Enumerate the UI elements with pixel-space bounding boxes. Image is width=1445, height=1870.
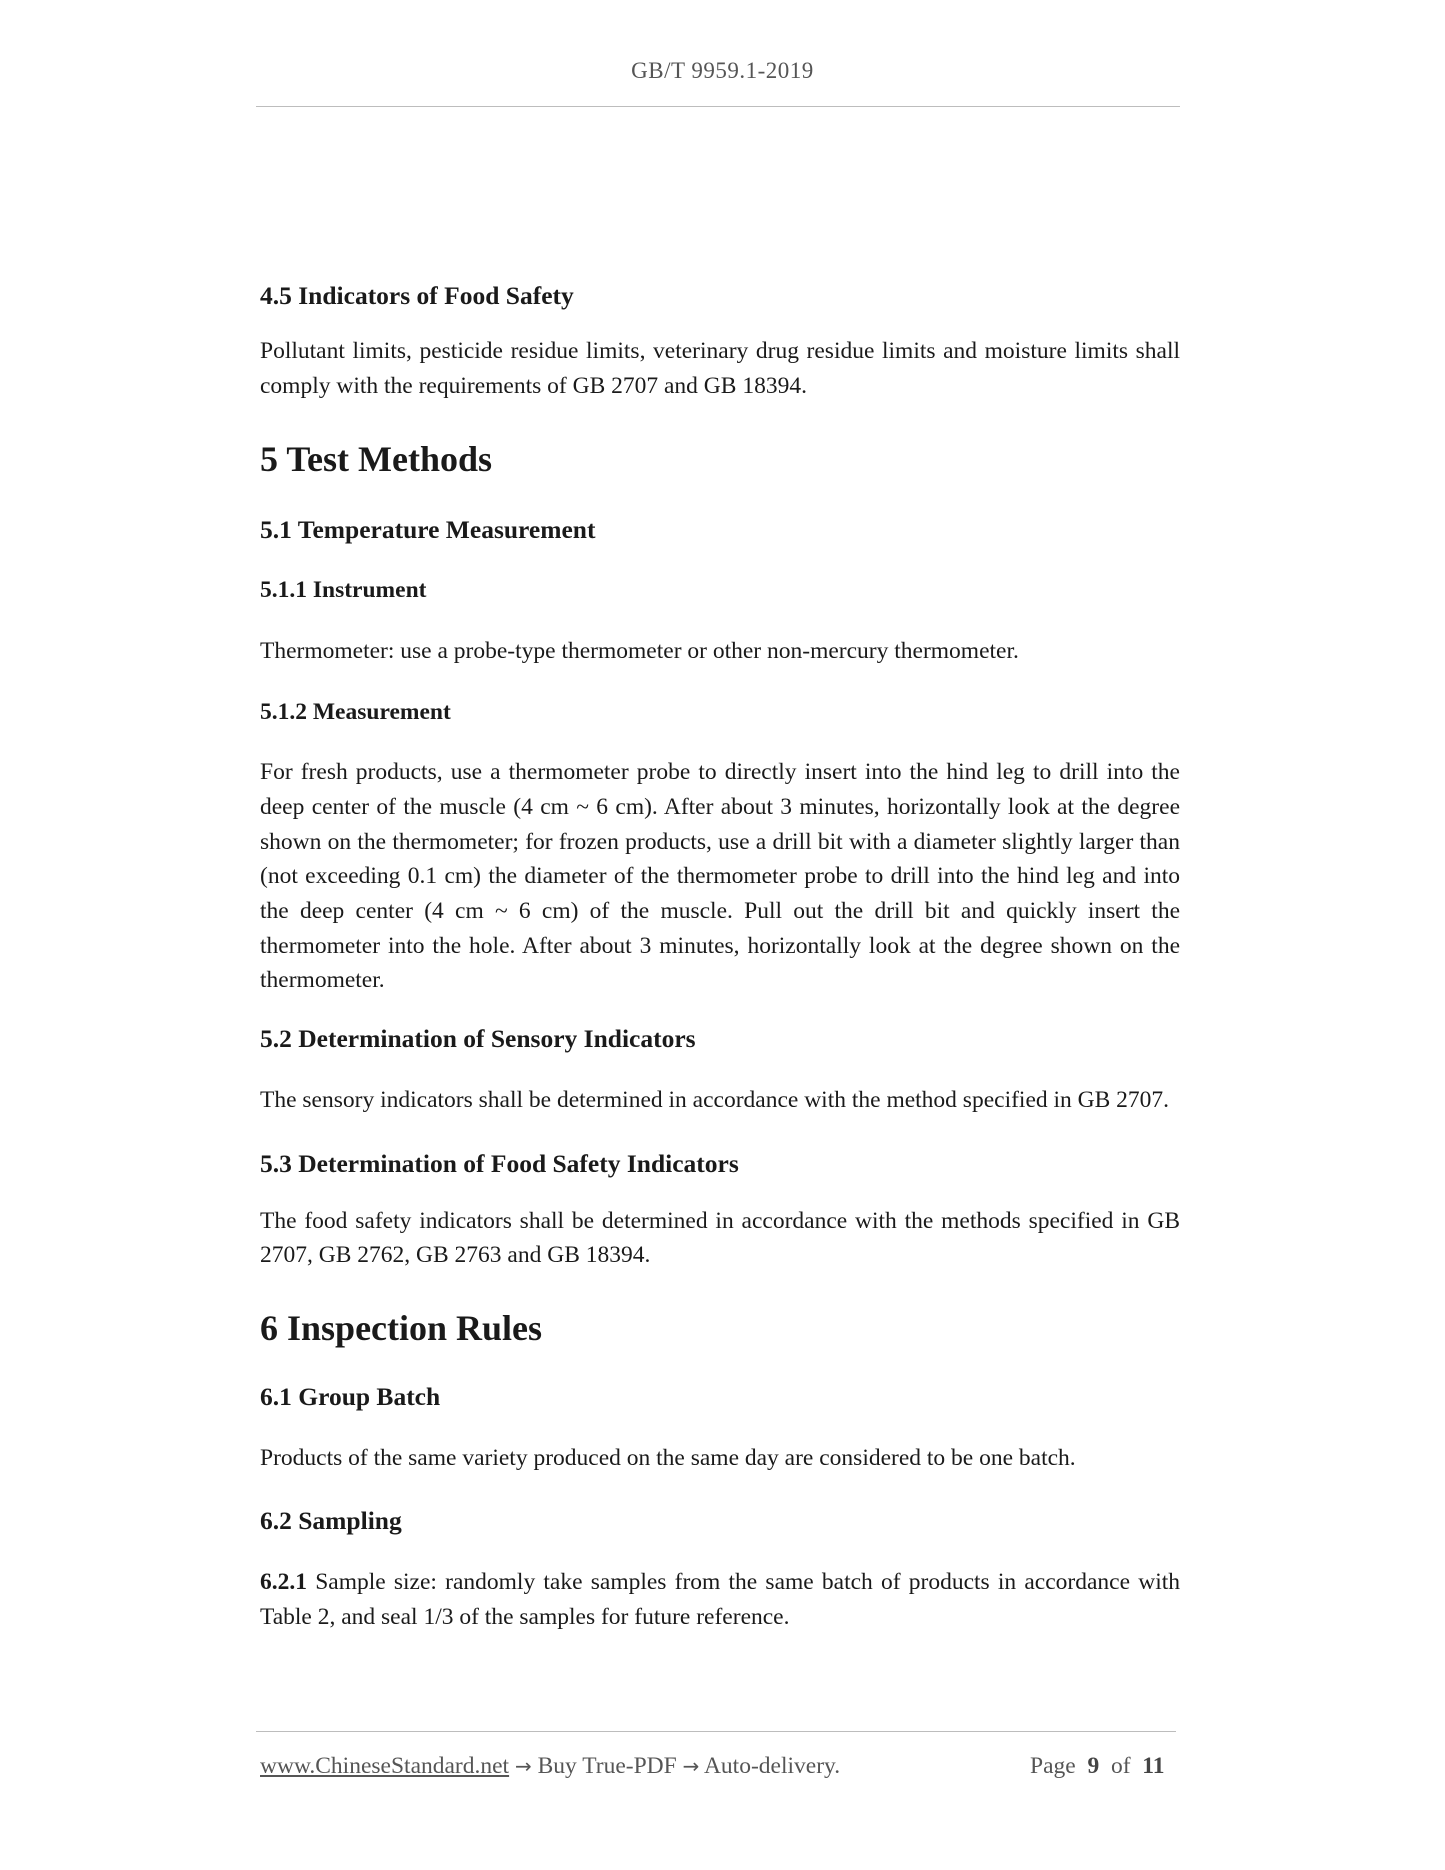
section-5-1-heading: 5.1 Temperature Measurement — [260, 515, 596, 545]
footer-promo — [260, 1753, 840, 1780]
section-6-1-text: Products of the same variety produced on the same day are considered to be one batch. — [260, 1445, 1076, 1472]
section-5-3-heading: 5.3 Determination of Food Safety Indicators — [260, 1148, 739, 1178]
page-content — [260, 278, 1180, 1634]
arrow-right-icon: → — [514, 1754, 532, 1778]
footer-site-link[interactable]: www.ChineseStandard.net — [260, 1753, 510, 1779]
page-current: 9 — [1087, 1753, 1100, 1779]
section-5-2-heading: 5.2 Determination of Sensory Indicators — [260, 1024, 696, 1054]
section-5-1-1-heading: 5.1.1 Instrument — [260, 577, 427, 604]
section-5-3-text: The food safety indicators shall be determined in accordance with the methods specified in GB 2707, GB 2762, GB 2763 and GB 18394. — [260, 1207, 1180, 1269]
header-divider — [256, 106, 1180, 107]
section-6-heading: 6 Inspection Rules — [260, 1308, 543, 1349]
section-6-2-heading: 6.2 Sampling — [260, 1505, 402, 1535]
section-5-2-text: The sensory indicators shall be determined in accordance with the method specified in GB 2707. — [260, 1087, 1170, 1114]
document-header-title: GB/T 9959.1-2019 — [631, 58, 814, 83]
section-6-1-heading: 6.1 Group Batch — [260, 1382, 441, 1412]
section-5-1-2-heading: 5.1.2 Measurement — [260, 699, 451, 726]
section-5-1-2-text: For fresh products, use a thermometer probe to directly insert into the hind leg to drill into the deep center of the muscle (4 cm ~ 6 cm). After about 3 minutes, horizontally look at the degree shown on the thermometer; for frozen products, use a drill bit with a diameter slightly larger than (not exceeding 0.1 cm) the diameter of the thermometer probe to drill into the hind leg and into the deep center (4 cm ~ 6 cm) of the muscle. Pull out the drill bit and quickly insert the thermometer into the hole. After about 3 minutes, horizontally look at the degree shown on the thermometer. — [260, 759, 1180, 994]
section-6-2-1-paragraph — [260, 1565, 1180, 1634]
arrow-right-icon: → — [682, 1754, 700, 1778]
section-6-2-1-text: Sample size: randomly take samples from the same batch of products in accordance with Table 2, and seal 1/3 of the samples for future reference. — [260, 1568, 1180, 1630]
section-5-heading: 5 Test Methods — [260, 439, 493, 480]
page-word: Page — [1030, 1753, 1076, 1779]
section-6-2-1-label: 6.2.1 — [260, 1568, 307, 1595]
page-total: 11 — [1142, 1753, 1165, 1779]
section-4-5-heading: 4.5 Indicators of Food Safety — [260, 281, 574, 310]
footer-delivery-text: Auto-delivery. — [703, 1753, 841, 1779]
of-word: of — [1110, 1753, 1131, 1779]
footer-divider — [256, 1731, 1176, 1732]
page-number — [1030, 1753, 1164, 1780]
section-5-1-1-text: Thermometer: use a probe-type thermometer or other non-mercury thermometer. — [260, 638, 1019, 665]
footer-buy-text: Buy True-PDF — [537, 1753, 677, 1779]
section-4-5-text: Pollutant limits, pesticide residue limits, veterinary drug residue limits and moisture limits shall comply with the requirements of GB 2707 and GB 18394. — [260, 338, 1180, 399]
